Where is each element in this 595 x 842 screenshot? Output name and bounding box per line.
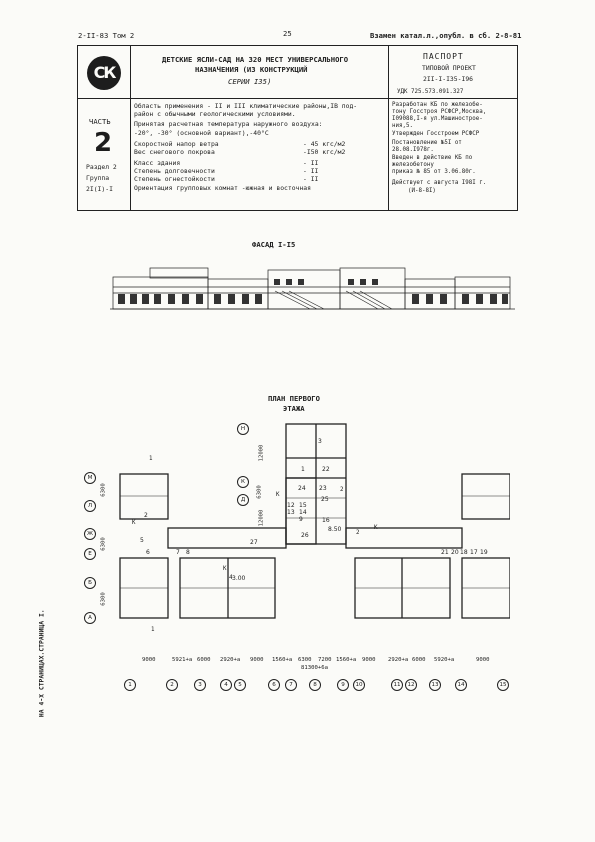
marker-k-4: К [223,566,227,572]
sk-logo [87,56,121,90]
room-14: 14 [299,509,307,516]
room-8: 8 [186,549,190,556]
scope-line-1: Область применения - II и III климатические районы,IB под- [134,102,358,110]
room-7: 7 [176,549,180,556]
vdim-5: 6300 [100,592,107,606]
page-number: 25 [283,29,292,38]
developer-line-10: приказ № 85 от 3.06.80г. [392,169,476,175]
level-3-00: 3.00 [232,575,246,582]
developer-line-11: Действует с августа I98I г. [392,180,487,186]
project-code: 2II-I-I35-I96 [423,75,474,83]
project-title-line-3: СЕРИИ I35) [228,77,272,86]
developer-line-8: Введен в действие КБ по [392,155,473,161]
row-axis-l: Л [84,500,96,512]
room-22: 22 [322,466,330,473]
dim-12: 6000 [412,657,426,663]
param-fire-value: - II [303,175,319,183]
project-type-label: ТИПОВОЙ ПРОЕКТ [422,64,476,72]
room-21: 21 [441,549,449,556]
dim-total: 81300+6a [301,665,328,671]
header-volume: 2-II-83 Том 2 [78,31,135,40]
vdim-4: 6300 [100,537,107,551]
param-fire-label: Степень огнестойкости [134,175,215,183]
level-8-50: 8.50 [328,526,342,533]
marker-k-3: К [374,525,378,531]
vdim-3: 12000 [258,509,265,527]
part-number: 2 [94,128,113,158]
param-durability-value: - II [303,167,319,175]
col-axis-15: 15 [497,679,509,691]
col-axis-1: 1 [124,679,136,691]
room-1: 1 [301,466,305,473]
col-axis-7: 7 [285,679,297,691]
dim-3: 6000 [197,657,211,663]
side-page-note: НА 4-Х СТРАНИЦАХ.СТРАНИЦА I. [37,609,46,718]
dim-9: 1560+a [336,657,357,663]
dim-1: 9000 [142,657,156,663]
facade-title: ФАСАД I-I5 [252,240,296,249]
plan-drawing [90,418,510,643]
scope-line-2: район с обычными геологическими условиями. [134,110,296,118]
room-17: 17 [470,549,478,556]
developer-line-2: тону Госстроя РСФСР,Москва, [392,109,487,115]
col-axis-9: 9 [337,679,349,691]
dim-11: 2920+a [388,657,409,663]
room-9: 9 [299,516,303,523]
marker-2-a: 2 [340,487,344,493]
col-axis-13: 13 [429,679,441,691]
row-axis-b: Б [84,577,96,589]
part-label: ЧАСТЬ [89,117,111,126]
vdim-1: 12000 [258,444,265,462]
row-axis-e: Е [84,548,96,560]
marker-2-b: 2 [356,530,360,536]
room-25: 25 [321,496,329,503]
room-27: 27 [250,539,258,546]
developer-line-6: Постановление №5I от [392,140,462,146]
dim-10: 9000 [362,657,376,663]
passport-label: ПАСПОРТ [423,52,464,61]
param-snow-value: -I50 кгс/м2 [303,148,346,156]
col-axis-6: 6 [268,679,280,691]
col-axis-8: 8 [309,679,321,691]
header-replacement-note: Взамен катал.л.,опубл. в сб. 2-8-81 [370,31,522,40]
developer-line-4: ния,5. [392,123,413,129]
row-axis-m: М [84,472,96,484]
developer-line-3: I09088,I-я ул.Машинострое- [392,116,483,122]
project-title-line-2: НАЗНАЧЕНИЯ (ИЗ КОНСТРУКЦИЙ [195,65,308,74]
param-wind-label: Скоростной напор ветра [134,140,219,148]
param-snow-label: Вес снегового покрова [134,148,215,156]
temperature-line-2: -20°, -30° (основной вариант),-40°С [134,129,269,137]
marker-k-2: К [276,492,280,498]
room-6: 6 [146,549,150,556]
project-title-line-1: ДЕТСКИЕ ЯСЛИ-САД НА 320 МЕСТ УНИВЕРСАЛЬНОГО [162,55,349,64]
room-23: 23 [319,485,327,492]
udk-code: УДК 725.573.091.327 [397,89,464,95]
developer-line-9: железобетону [392,162,434,168]
dim-14: 9000 [476,657,490,663]
developer-line-12: (И-8-8I) [408,188,436,194]
row-axis-zh: Ж [84,528,96,540]
developer-line-1: Разработан КБ по железобе- [392,102,483,108]
row-axis-a: А [84,612,96,624]
param-class-label: Класс здания [134,159,181,167]
col-axis-11: 11 [391,679,403,691]
col-axis-12: 12 [405,679,417,691]
room-18: 18 [460,549,468,556]
marker-k-1: К [132,520,136,526]
dim-8: 7200 [318,657,332,663]
col-axis-10: 10 [353,679,365,691]
dim-5: 9000 [250,657,264,663]
plan-title-line-2: ЭТАЖА [283,404,305,413]
developer-line-5: Утвержден Госстроем РСФСР [392,131,480,137]
room-16: 16 [322,517,330,524]
passport-table [77,45,518,211]
dim-4: 2920+a [220,657,241,663]
temperature-line-1: Принятая расчетная температура наружного воздуха: [134,120,323,128]
param-wind-value: - 45 кгс/м2 [303,140,346,148]
marker-1-a: 1 [149,456,153,462]
room-20: 20 [451,549,459,556]
room-12: 12 [287,502,295,509]
col-axis-5: 5 [234,679,246,691]
orientation-line: Ориентация групповых комнат -южная и восточная [134,184,311,192]
developer-line-7: 28.08.I978г. [392,147,434,153]
room-5: 5 [140,537,144,544]
marker-1-b: 1 [151,627,155,633]
group-label: Группа [86,174,110,182]
vdim-2: 6300 [100,483,107,497]
room-4: 4 [229,574,233,581]
sk-logo-letters: СК [93,63,115,82]
room-2: 2 [144,512,148,519]
col-axis-14: 14 [455,679,467,691]
dim-7: 6300 [298,657,312,663]
row-axis-n: Н [237,423,249,435]
dim-2: 5921+a [172,657,193,663]
room-15: 15 [299,502,307,509]
col-axis-2: 2 [166,679,178,691]
col-axis-3: 3 [194,679,206,691]
row-axis-k: К [237,476,249,488]
dim-13: 5920+a [434,657,455,663]
room-13: 13 [287,509,295,516]
col-axis-4: 4 [220,679,232,691]
vdim-6: 6300 [256,485,263,499]
section-label: Раздел 2 [86,163,117,171]
room-3: 3 [318,438,322,445]
param-durability-label: Степень долговечности [134,167,215,175]
room-26: 26 [301,532,309,539]
plan-title-line-1: ПЛАН ПЕРВОГО [268,394,320,403]
param-class-value: - II [303,159,319,167]
row-axis-d: Д [237,494,249,506]
room-24: 24 [298,485,306,492]
dim-6: 1560+a [272,657,293,663]
facade-drawing [110,265,515,311]
group-code: 2I(I)-I [86,185,113,193]
room-19: 19 [480,549,488,556]
